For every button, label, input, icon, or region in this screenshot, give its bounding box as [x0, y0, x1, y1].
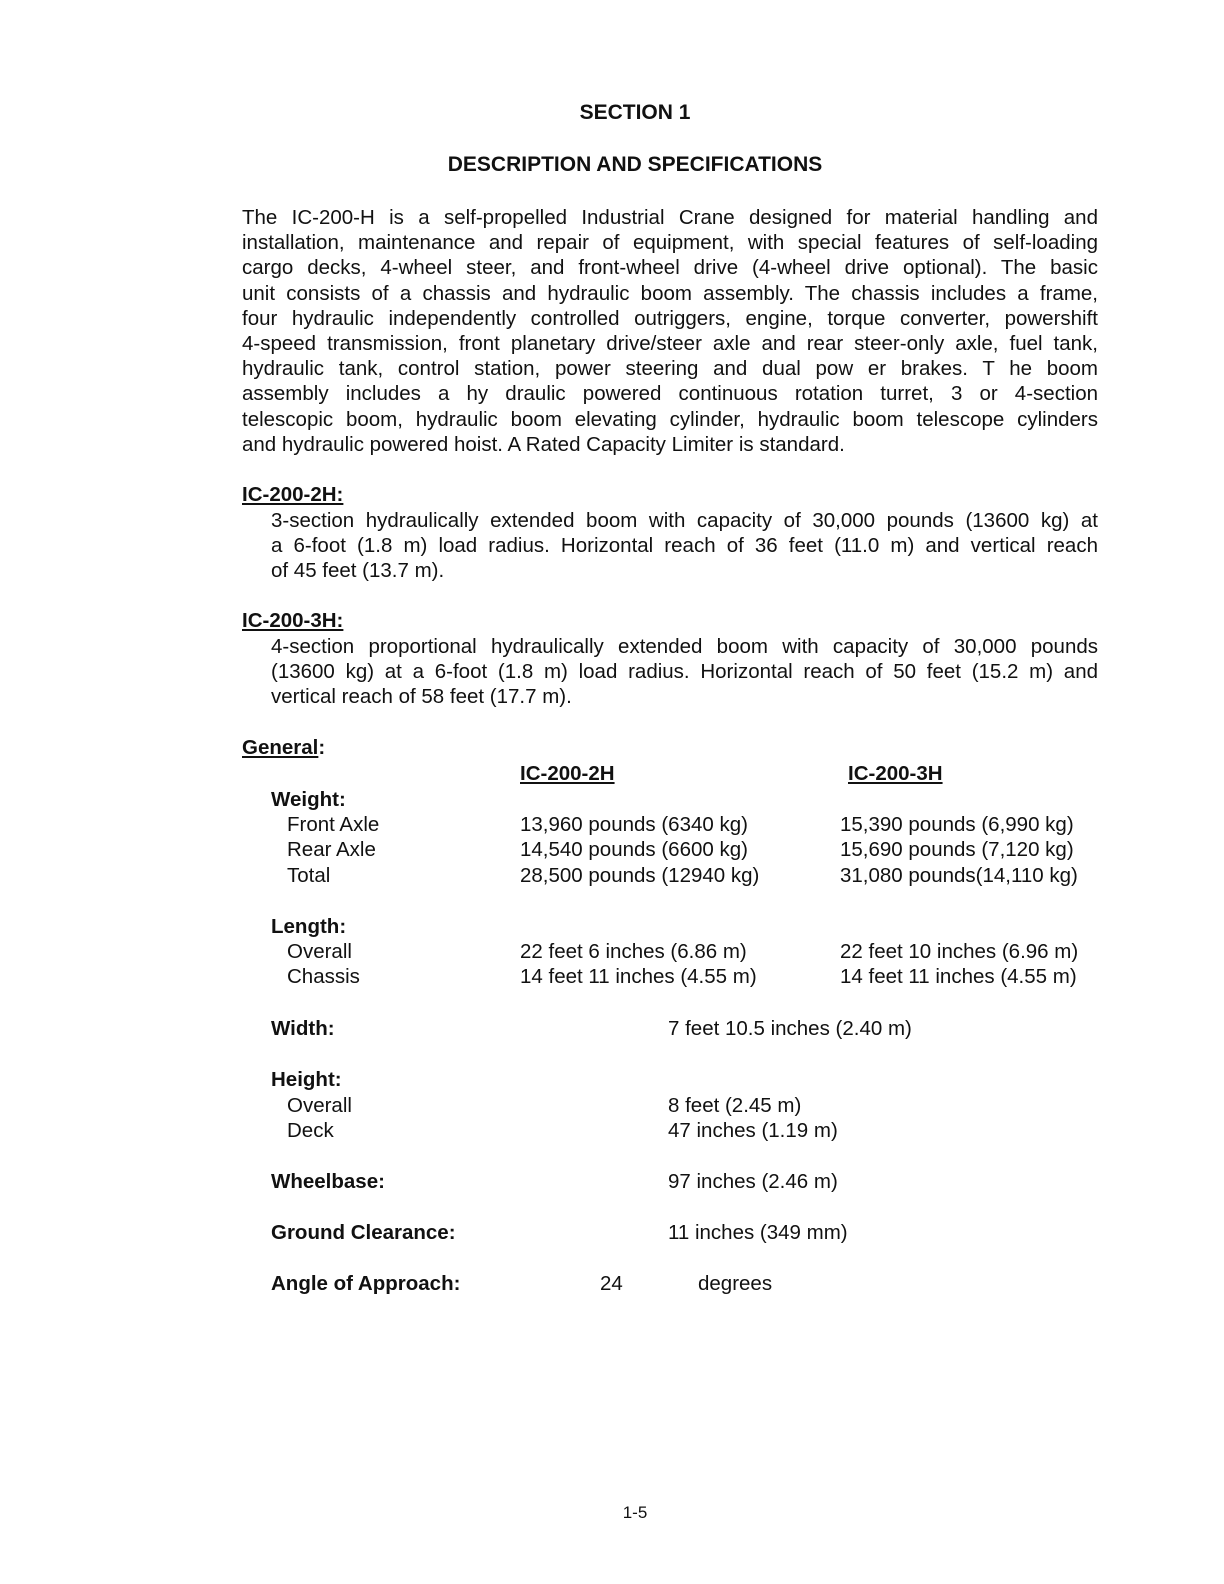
ground-clearance-value: 11 inches (349 mm): [668, 1221, 848, 1244]
intro-line: The IC-200-H is a self-propelled Industrial Crane designed for material handling and: [242, 206, 1098, 229]
intro-line: hydraulic tank, control station, power steering and dual pow er brakes. T he boom: [242, 357, 1098, 381]
intro-line: cargo decks, 4-wheel steer, and front-wheel drive (4-wheel drive optional). The basic: [242, 256, 1098, 280]
weight-row-3h: 15,690 pounds (7,120 kg): [840, 838, 1074, 861]
length-row-2h: 22 feet 6 inches (6.86 m): [520, 940, 747, 963]
ground-clearance-label: Ground Clearance:: [271, 1221, 456, 1244]
model-3h-description: [271, 634, 1098, 710]
weight-row-name: Front Axle: [287, 813, 380, 836]
height-row-name: Deck: [287, 1119, 334, 1142]
weight-row-2h: 13,960 pounds (6340 kg): [520, 813, 748, 836]
general-heading-text: General: [242, 736, 319, 759]
column-header-3h: IC-200-3H: [848, 762, 943, 785]
model-3h-line: (13600 kg) at a 6-foot (1.8 m) load radius. Horizontal reach of 50 feet (15.2 m) and: [271, 660, 1098, 684]
angle-of-approach-value: 24: [600, 1272, 623, 1295]
model-2h-line: of 45 feet (13.7 m).: [271, 559, 445, 583]
intro-line: 4-speed transmission, front planetary drive/steer axle and rear steer-only axle, fuel tank,: [242, 331, 1098, 355]
model-3h-heading: IC-200-3H:: [242, 609, 344, 632]
weight-row-2h: 14,540 pounds (6600 kg): [520, 838, 748, 861]
intro-line: four hydraulic independently controlled outriggers, engine, torque converter, powershift: [242, 306, 1098, 330]
general-heading-colon: :: [318, 736, 326, 759]
angle-of-approach-label: Angle of Approach:: [271, 1272, 461, 1295]
height-row-name: Overall: [287, 1094, 352, 1117]
model-2h-description: [271, 508, 1098, 584]
weight-row-2h: 28,500 pounds (12940 kg): [520, 864, 760, 887]
wheelbase-value: 97 inches (2.46 m): [668, 1170, 838, 1193]
length-row-3h: 22 feet 10 inches (6.96 m): [840, 940, 1079, 963]
model-3h-line: 4-section proportional hydraulically extended boom with capacity of 30,000 pounds: [271, 635, 1098, 658]
column-header-2h: IC-200-2H: [520, 762, 615, 785]
section-subtitle: DESCRIPTION AND SPECIFICATIONS: [447, 153, 823, 176]
weight-label: Weight:: [271, 788, 346, 811]
length-row-2h: 14 feet 11 inches (4.55 m): [520, 965, 757, 988]
intro-line: and hydraulic powered hoist. A Rated Capacity Limiter is standard.: [242, 432, 845, 456]
weight-row-3h: 15,390 pounds (6,990 kg): [840, 813, 1074, 836]
length-row-name: Chassis: [287, 965, 360, 988]
height-row-value: 47 inches (1.19 m): [668, 1119, 838, 1142]
model-2h-heading: IC-200-2H:: [242, 483, 344, 506]
width-label: Width:: [271, 1017, 335, 1040]
height-label: Height:: [271, 1068, 342, 1091]
angle-of-approach-unit: degrees: [698, 1272, 773, 1295]
model-3h-line: vertical reach of 58 feet (17.7 m).: [271, 685, 572, 709]
length-label: Length:: [271, 915, 347, 938]
width-value: 7 feet 10.5 inches (2.40 m): [668, 1017, 912, 1040]
model-2h-line: a 6-foot (1.8 m) load radius. Horizontal reach of 36 feet (11.0 m) and vertical reach: [271, 534, 1098, 558]
model-2h-line: 3-section hydraulically extended boom with capacity of 30,000 pounds (13600 kg) at: [271, 509, 1098, 532]
intro-paragraph: [242, 205, 1098, 457]
weight-row-3h: 31,080 pounds(14,110 kg): [840, 864, 1078, 887]
section-title: SECTION 1: [579, 101, 691, 124]
height-row-value: 8 feet (2.45 m): [668, 1094, 802, 1117]
intro-line: assembly includes a hy draulic powered continuous rotation turret, 3 or 4-section: [242, 382, 1098, 406]
length-row-3h: 14 feet 11 inches (4.55 m): [840, 965, 1077, 988]
length-row-name: Overall: [287, 940, 352, 963]
intro-line: unit consists of a chassis and hydraulic boom assembly. The chassis includes a frame,: [242, 281, 1098, 305]
page-number: 1-5: [622, 1503, 648, 1522]
weight-row-name: Rear Axle: [287, 838, 376, 861]
general-heading: [242, 736, 325, 760]
intro-line: telescopic boom, hydraulic boom elevating cylinder, hydraulic boom telescope cylinders: [242, 407, 1098, 431]
weight-row-name: Total: [287, 864, 331, 887]
intro-line: installation, maintenance and repair of equipment, with special features of self-loading: [242, 231, 1098, 255]
wheelbase-label: Wheelbase:: [271, 1170, 385, 1193]
